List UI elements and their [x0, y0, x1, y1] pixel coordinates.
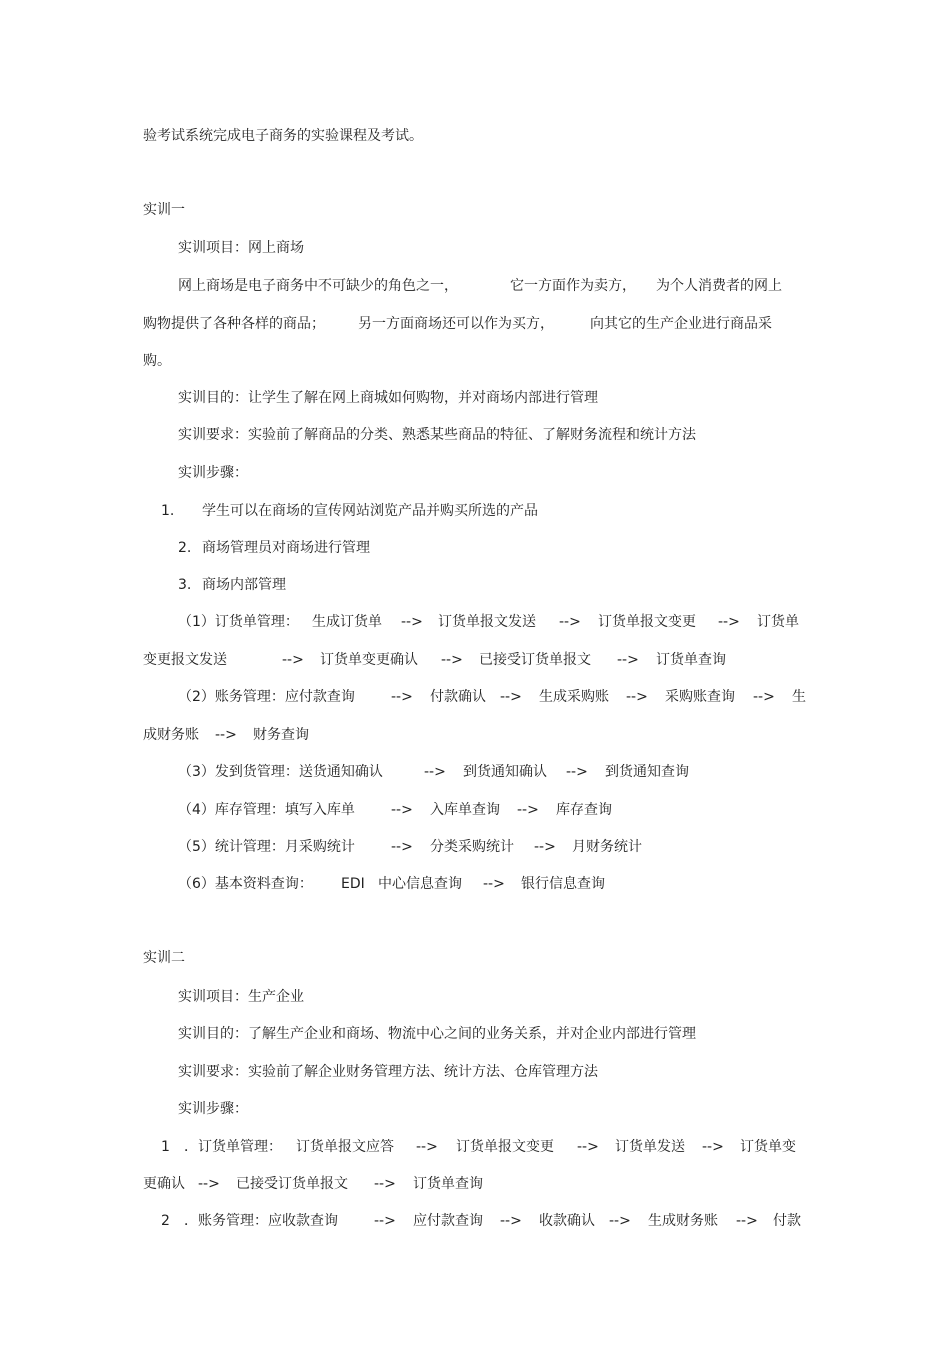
flow-step: 订货单查询: [413, 1176, 483, 1192]
arrow: -->: [559, 614, 581, 630]
flow-label: ．订货单管理：: [184, 1139, 282, 1155]
flow-step: 订货单报文应答: [296, 1139, 394, 1155]
flow-step: 银行信息查询: [521, 876, 605, 892]
arrow: -->: [500, 689, 522, 705]
flow-step: 中心信息查询: [378, 876, 462, 892]
flow-label: （1）订货单管理：: [178, 614, 299, 630]
flow-step: 订货单报文发送: [438, 614, 536, 630]
flow-step: 生成财务账: [648, 1213, 718, 1229]
flow-step: 订货单报文变更: [456, 1139, 554, 1155]
desc-text: 向其它的生产企业进行商品采: [590, 316, 772, 332]
arrow: -->: [566, 764, 588, 780]
flow-step: 已接受订货单报文: [479, 652, 591, 668]
flow-label: ．账务管理：应收款查询: [184, 1213, 338, 1229]
flow-step: 变更报文发送: [143, 652, 227, 668]
arrow: -->: [401, 614, 423, 630]
flow-step: 生成订货单: [312, 614, 382, 630]
section-1-purpose: 实训目的：让学生了解在网上商城如何购物，并对商场内部进行管理: [178, 390, 598, 406]
step-text: 商场管理员对商场进行管理: [202, 540, 370, 556]
desc-text: 为个人消费者的网上: [656, 278, 782, 294]
flow-step: 付款确认: [430, 689, 486, 705]
step-text: 学生可以在商场的宣传网站浏览产品并购买所选的产品: [202, 503, 538, 519]
flow-label: （2）账务管理：应付款查询: [178, 689, 355, 705]
flow-step: EDI: [341, 876, 365, 892]
section-2-steps-label: 实训步骤：: [178, 1101, 248, 1117]
flow-step: 订货单发送: [615, 1139, 685, 1155]
step-number: 1: [161, 1139, 170, 1155]
flow-step: 付款: [773, 1213, 801, 1229]
arrow: -->: [500, 1213, 522, 1229]
step-number: 2.: [178, 540, 192, 556]
flow-label: （3）发到货管理：送货通知确认: [178, 764, 383, 780]
arrow: -->: [577, 1139, 599, 1155]
arrow: -->: [441, 652, 463, 668]
flow-step: 生成采购账: [539, 689, 609, 705]
flow-label: （4）库存管理：填写入库单: [178, 802, 355, 818]
intro-line: 验考试系统完成电子商务的实验课程及考试。: [143, 128, 423, 144]
arrow: -->: [753, 689, 775, 705]
flow-step: 已接受订货单报文: [236, 1176, 348, 1192]
desc-text: 网上商场是电子商务中不可缺少的角色之一，: [178, 278, 458, 294]
flow-step: 采购账查询: [665, 689, 735, 705]
arrow: -->: [609, 1213, 631, 1229]
desc-text: 购物提供了各种各样的商品；: [143, 316, 325, 332]
arrow: -->: [391, 689, 413, 705]
section-1-project: 实训项目：网上商场: [178, 240, 304, 256]
flow-step: 应付款查询: [413, 1213, 483, 1229]
desc-text: 另一方面商场还可以作为买方，: [358, 316, 554, 332]
arrow: -->: [391, 802, 413, 818]
arrow: -->: [626, 689, 648, 705]
arrow: -->: [483, 876, 505, 892]
flow-step: 库存查询: [556, 802, 612, 818]
step-text: 商场内部管理: [202, 577, 286, 593]
arrow: -->: [617, 652, 639, 668]
arrow: -->: [702, 1139, 724, 1155]
flow-step: 订货单报文变更: [598, 614, 696, 630]
section-2-purpose: 实训目的：了解生产企业和商场、物流中心之间的业务关系，并对企业内部进行管理: [178, 1026, 696, 1042]
section-2-requirement: 实训要求：实验前了解企业财务管理方法、统计方法、仓库管理方法: [178, 1064, 598, 1080]
section-2-project: 实训项目：生产企业: [178, 989, 304, 1005]
flow-label: （5）统计管理：月采购统计: [178, 839, 355, 855]
arrow: -->: [374, 1213, 396, 1229]
desc-text: 它一方面作为卖方，: [510, 278, 636, 294]
flow-step: 订货单变更确认: [320, 652, 418, 668]
step-number: 3.: [178, 577, 192, 593]
arrow: -->: [374, 1176, 396, 1192]
arrow: -->: [391, 839, 413, 855]
flow-step: 订货单查询: [656, 652, 726, 668]
arrow: -->: [215, 727, 237, 743]
arrow: -->: [517, 802, 539, 818]
section-1-requirement: 实训要求：实验前了解商品的分类、熟悉某些商品的特征、了解财务流程和统计方法: [178, 427, 696, 443]
section-2-heading: 实训二: [143, 950, 185, 966]
section-1-heading: 实训一: [143, 202, 185, 218]
section-1-desc-line-3: 购。: [143, 353, 171, 369]
arrow: -->: [198, 1176, 220, 1192]
flow-step: 生: [792, 689, 806, 705]
arrow: -->: [282, 652, 304, 668]
flow-step: 成财务账: [143, 727, 199, 743]
flow-step: 更确认: [143, 1176, 185, 1192]
flow-step: 入库单查询: [430, 802, 500, 818]
flow-step: 分类采购统计: [430, 839, 514, 855]
flow-step: 月财务统计: [572, 839, 642, 855]
flow-label: （6）基本资料查询：: [178, 876, 313, 892]
arrow: -->: [416, 1139, 438, 1155]
step-number: 2: [161, 1213, 170, 1229]
arrow: -->: [534, 839, 556, 855]
arrow: -->: [736, 1213, 758, 1229]
flow-step: 到货通知确认: [463, 764, 547, 780]
step-number: 1.: [161, 503, 175, 519]
flow-step: 到货通知查询: [605, 764, 689, 780]
section-1-steps-label: 实训步骤：: [178, 465, 248, 481]
arrow: -->: [718, 614, 740, 630]
arrow: -->: [424, 764, 446, 780]
flow-step: 财务查询: [253, 727, 309, 743]
flow-step: 订货单: [757, 614, 799, 630]
flow-step: 订货单变: [740, 1139, 796, 1155]
flow-step: 收款确认: [539, 1213, 595, 1229]
